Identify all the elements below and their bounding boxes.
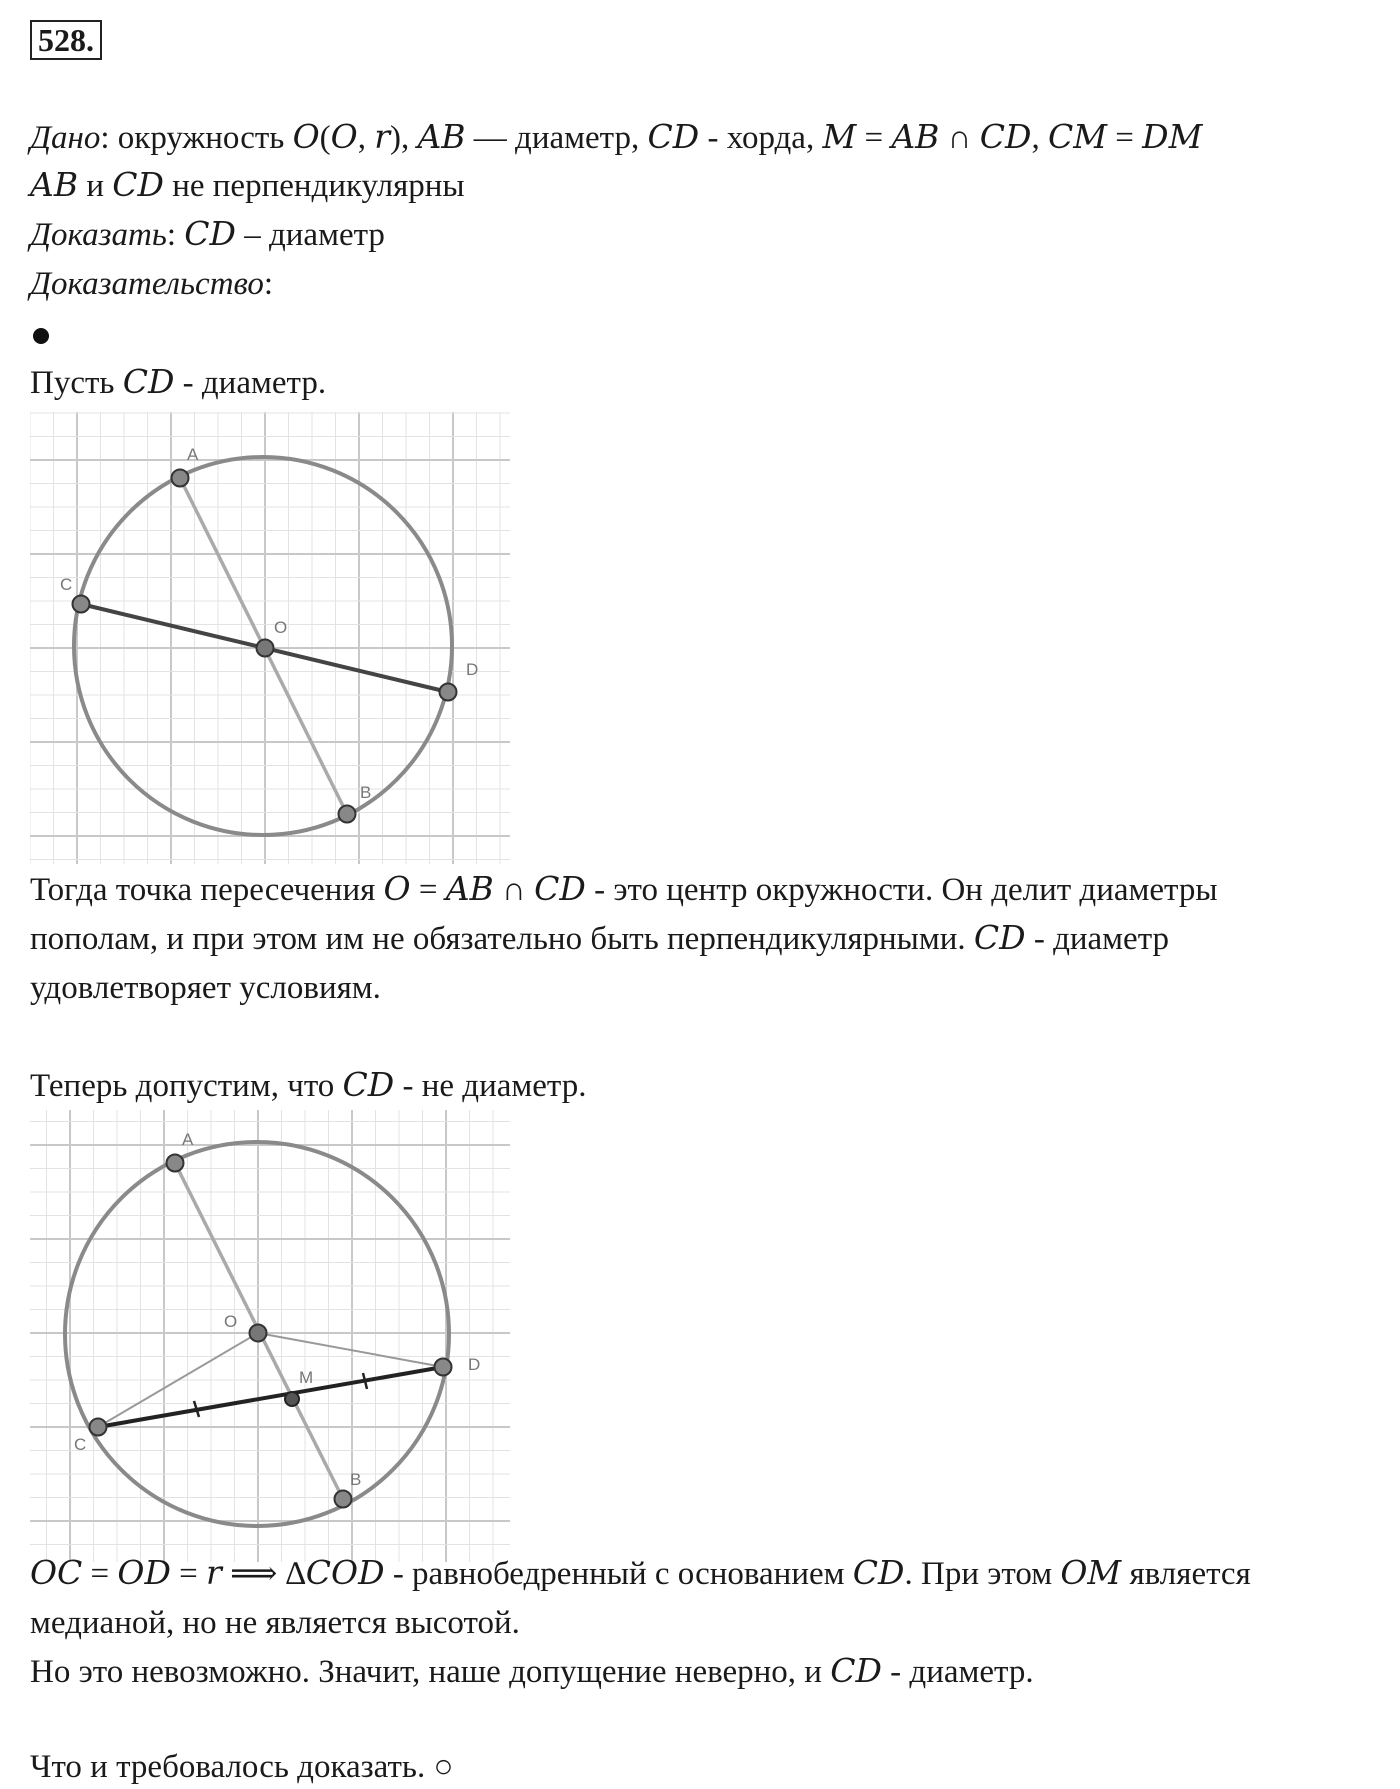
figure-2-label-d: D xyxy=(468,1355,481,1374)
proof-label: Доказательство xyxy=(30,266,264,302)
figure-2-point-o xyxy=(250,1325,267,1342)
figure-2-label-m: M xyxy=(299,1368,314,1387)
figure-2-label-o: O xyxy=(224,1312,238,1331)
figure-2-point-b xyxy=(335,1491,352,1508)
figure-1-point-d xyxy=(440,684,457,701)
figure-1-label-a: A xyxy=(187,445,199,464)
figure-1-point-o xyxy=(257,640,274,657)
prove-text: : 𝐶𝐷 – диаметр xyxy=(166,217,385,253)
figure-1-diameter xyxy=(30,412,510,864)
case1-text-3: удовлетворяет условиям. xyxy=(30,970,381,1006)
figure-2-label-b: B xyxy=(350,1470,362,1489)
case2-text-2: медианой, но не является высотой. xyxy=(30,1605,520,1641)
figure-2-point-a xyxy=(167,1155,184,1172)
prove-line xyxy=(30,215,385,255)
case1-text-1: Тогда точка пересечения 𝑂 = 𝐴𝐵 ∩ 𝐶𝐷 - это центр окружности. Он делит диаметры xyxy=(30,872,1218,908)
figure-2-point-c xyxy=(90,1419,107,1436)
figure-1-grid xyxy=(30,412,510,864)
problem-number: 528. xyxy=(30,20,102,60)
bullet-marker xyxy=(33,328,49,344)
case1-intro: Пусть 𝐶𝐷 - диаметр. xyxy=(30,365,327,401)
case2-intro: Теперь допустим, что 𝐶𝐷 - не диаметр. xyxy=(30,1068,587,1104)
figure-2-label-a: A xyxy=(182,1130,194,1149)
case1-text-2: пополам, и при этом им не обязательно быть перпендикулярными. 𝐶𝐷 - диаметр xyxy=(30,921,1170,957)
figure-2-label-c: C xyxy=(74,1435,87,1454)
given-label: Дано xyxy=(30,120,101,156)
figure-1-label-c: C xyxy=(60,575,73,594)
case2-text-1: 𝑂𝐶 = 𝑂𝐷 = 𝑟 ⟹ ∆𝐶𝑂𝐷 - равнобедренный с основанием 𝐶𝐷. При этом 𝑂𝑀 является xyxy=(30,1556,1251,1592)
case2-text-3: Но это невозможно. Значит, наше допущение неверно, и 𝐶𝐷 - диаметр. xyxy=(30,1654,1034,1690)
figure-2-chord xyxy=(30,1110,510,1562)
conclusion: Что и требовалось доказать. ○ xyxy=(30,1749,454,1785)
proof-heading xyxy=(30,264,273,304)
proof-colon: : xyxy=(263,266,274,302)
given-text: : окружность 𝑂(𝑂, 𝑟), 𝐴𝐵 — диаметр, 𝐶𝐷 - хорда, 𝑀 = 𝐴𝐵 ∩ 𝐶𝐷, 𝐶𝑀 = 𝐷𝑀 xyxy=(100,120,1203,156)
given-line-2: 𝐴𝐵 и 𝐶𝐷 не перпендикулярны xyxy=(30,168,465,204)
figure-1-label-b: B xyxy=(360,783,372,802)
figure-2-point-d xyxy=(435,1359,452,1376)
figure-1-label-o: O xyxy=(274,618,288,637)
figure-1-label-d: D xyxy=(466,660,479,679)
figure-2-segment-od xyxy=(258,1333,443,1367)
figure-1-point-c xyxy=(73,596,90,613)
figure-2-point-m xyxy=(285,1392,299,1406)
figure-1-point-a xyxy=(172,470,189,487)
given-line-1 xyxy=(30,118,1202,158)
figure-1-point-b xyxy=(339,806,356,823)
prove-label: Доказать xyxy=(30,217,167,253)
